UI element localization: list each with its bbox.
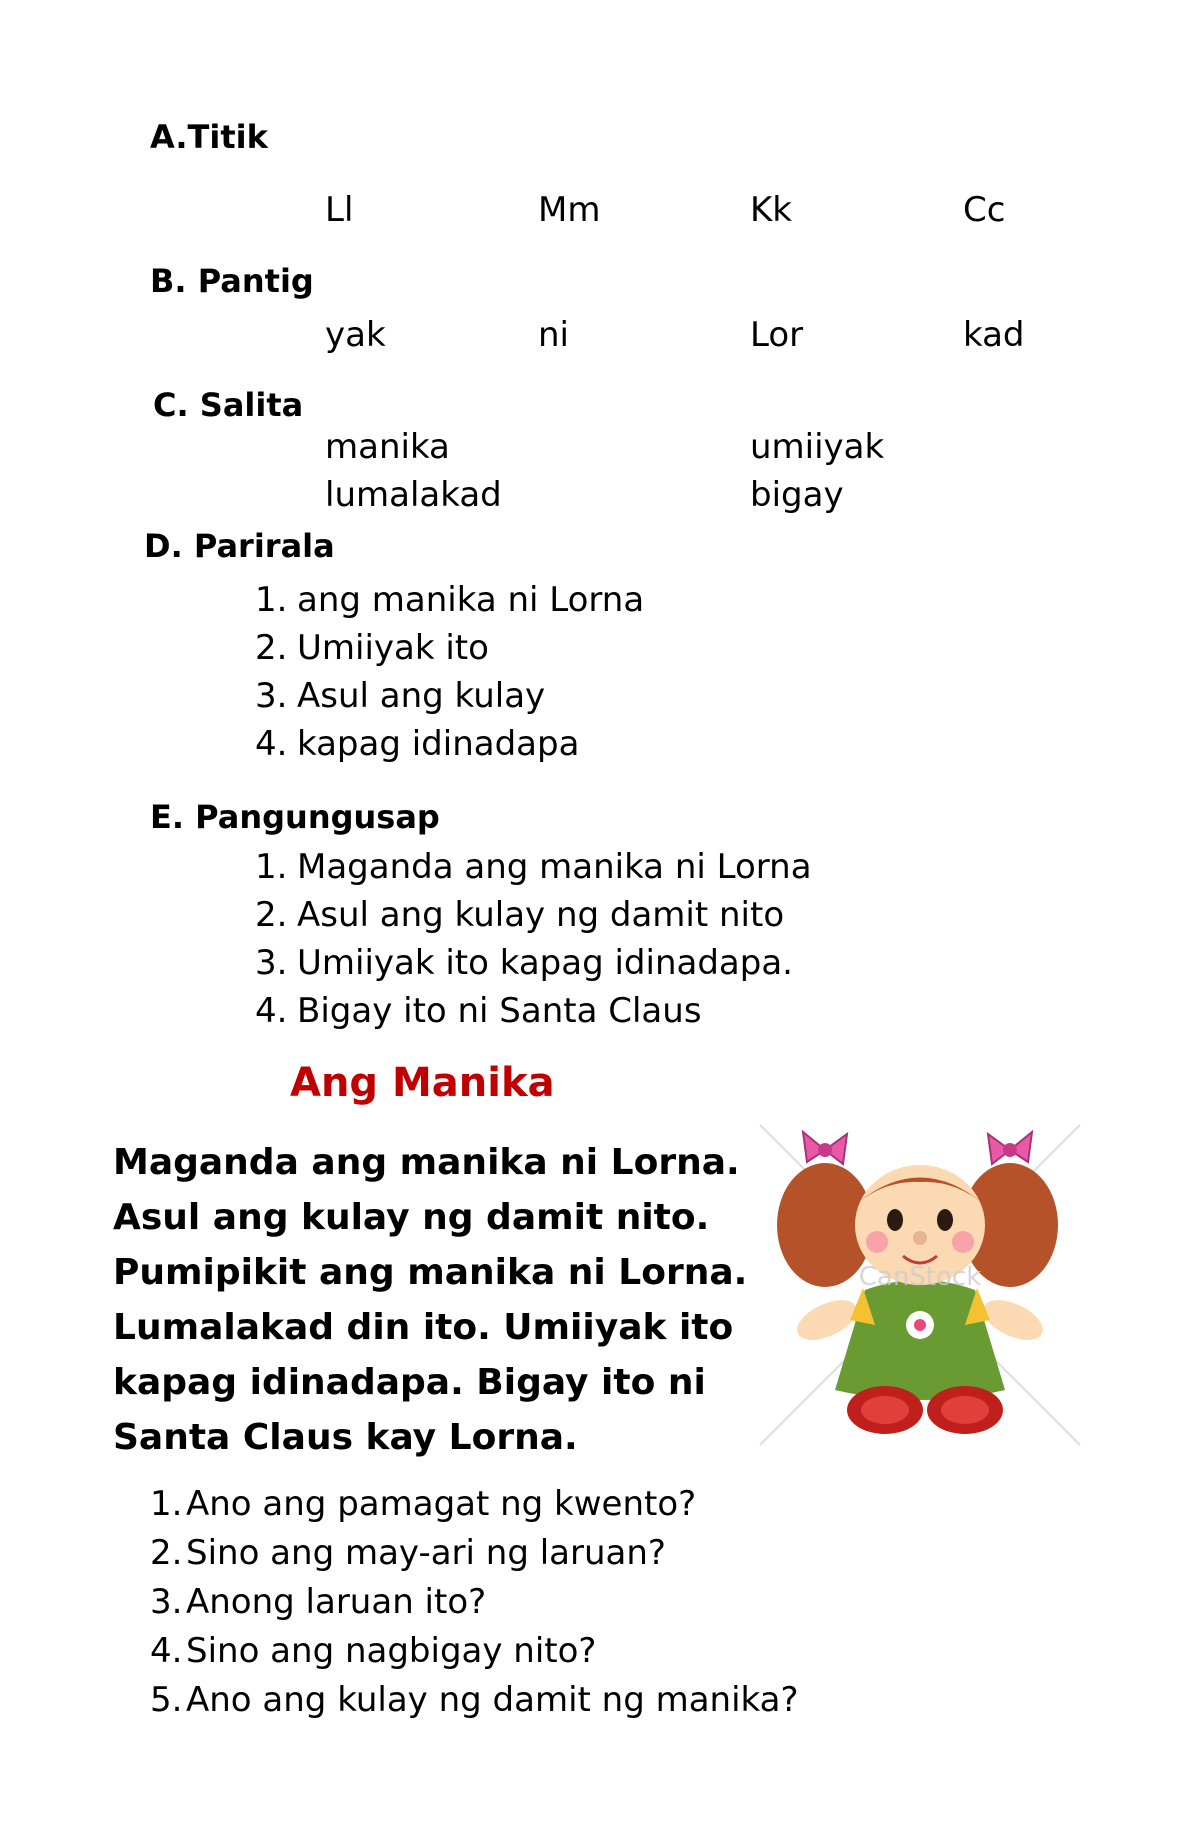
syllable-item: ni <box>538 315 569 355</box>
story-paragraph <box>113 1135 747 1465</box>
question-item: 3. Anong laruan ito? <box>150 1582 487 1622</box>
story-title: Ang Manika <box>290 1060 555 1106</box>
sentence-item: 2. Asul ang kulay ng damit nito <box>255 895 785 935</box>
word-item: bigay <box>750 475 844 515</box>
phrase-item: 2. Umiiyak ito <box>255 628 489 668</box>
question-item: 2. Sino ang may-ari ng laruan? <box>150 1533 666 1573</box>
watermark-text: CanStock <box>858 1262 982 1292</box>
word-item: lumalakad <box>325 475 502 515</box>
story-line: kapag idinadapa. Bigay ito ni <box>113 1362 706 1403</box>
section-c-heading: C. Salita <box>153 386 304 424</box>
story-line: Pumipikit ang manika ni Lorna. <box>113 1252 748 1293</box>
section-a-heading: A.Titik <box>150 118 268 156</box>
question-item: 5. Ano ang kulay ng damit ng manika? <box>150 1680 799 1720</box>
question-item: 4. Sino ang nagbigay nito? <box>150 1631 597 1671</box>
letter-item: Kk <box>750 190 792 230</box>
phrase-item: 1. ang manika ni Lorna <box>255 580 645 620</box>
section-e-heading: E. Pangungusap <box>150 798 440 836</box>
phrase-item: 3. Asul ang kulay <box>255 676 546 716</box>
doll-illustration <box>755 1120 1085 1450</box>
section-d-heading: D. Parirala <box>144 527 335 565</box>
phrase-item: 4. kapag idinadapa <box>255 724 580 764</box>
question-item: 1. Ano ang pamagat ng kwento? <box>150 1484 697 1524</box>
letter-item: Ll <box>325 190 354 230</box>
story-line: Lumalakad din ito. Umiiyak ito <box>113 1307 734 1348</box>
story-line: Santa Claus kay Lorna. <box>113 1417 578 1458</box>
syllable-item: Lor <box>750 315 804 355</box>
letter-item: Cc <box>963 190 1006 230</box>
section-b-heading: B. Pantig <box>150 262 314 300</box>
sentence-item: 3. Umiiyak ito kapag idinadapa. <box>255 943 793 983</box>
syllable-item: kad <box>963 315 1025 355</box>
sentence-item: 1. Maganda ang manika ni Lorna <box>255 847 812 887</box>
sentence-item: 4. Bigay ito ni Santa Claus <box>255 991 702 1031</box>
letter-item: Mm <box>538 190 601 230</box>
word-item: umiiyak <box>750 427 885 467</box>
word-item: manika <box>325 427 450 467</box>
questions-list <box>150 1480 799 1725</box>
story-line: Maganda ang manika ni Lorna. <box>113 1142 740 1183</box>
syllable-item: yak <box>325 315 386 355</box>
story-line: Asul ang kulay ng damit nito. <box>113 1197 710 1238</box>
